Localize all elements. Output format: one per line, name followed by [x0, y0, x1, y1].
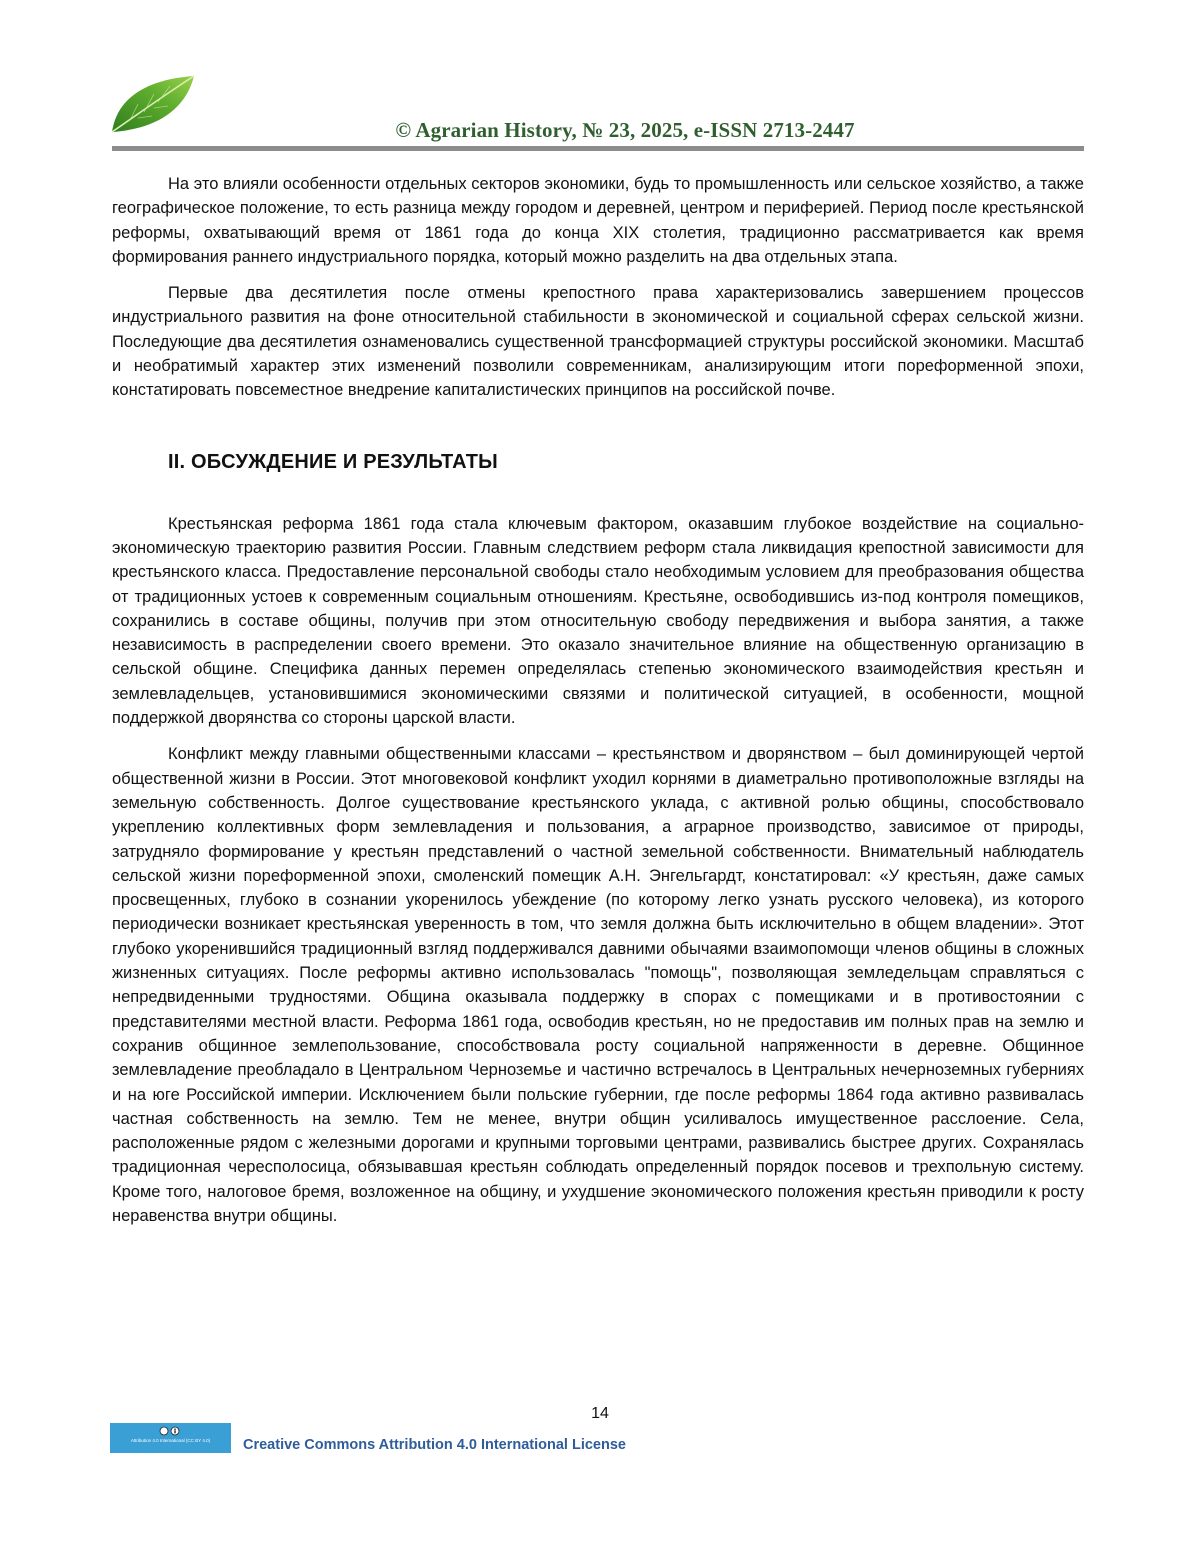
section-heading: II. ОБСУЖДЕНИЕ И РЕЗУЛЬТАТЫ — [168, 450, 498, 473]
license-link[interactable]: Creative Commons Attribution 4.0 International License — [243, 1437, 626, 1453]
leaf-logo-icon — [108, 74, 200, 136]
page-number: 14 — [591, 1405, 609, 1422]
cc-badge-text: Attribution 4.0 International (CC BY 4.0) — [130, 1438, 211, 1443]
cc-license-badge[interactable] — [110, 1423, 231, 1453]
paragraph-section-1: Крестьянская реформа 1861 года стала ключевым фактором, оказавшим глубокое воздействие на социально-экономическую траекторию развития России. Главным следствием реформ стала ликвидация крепостной зависимости для крестьянского класса. Предоставление персональной свободы стало необходимым условием для преобразования общества от традиционных устоев к современным социальным отношениям. Крестьяне, освободившись из-под контроля помещиков, сохранились в составе общины, получив при этом относительную свободу передвижения и выбора занятия, а также независимость в распределении своего времени. Это оказало значительное влияние на общественную организацию в сельской общине. Специфика данных перемен определялась степенью экономического взаимодействия крестьян и землевладельцев, установившимися экономическими связями и политической ситуацией, в особенности, мощной поддержкой дворянства со стороны царской власти. — [112, 514, 1084, 728]
creative-commons-icon — [158, 1426, 182, 1436]
article-body — [112, 172, 1084, 1240]
paragraph-section-2: Конфликт между главными общественными классами – крестьянством и дворянством – был доминирующей чертой общественной жизни в России. Этот многовековой конфликт уходил корнями в диаметрально противоположные взгляды на земельную собственность. Долгое существование крестьянского уклада, с активной ролью общины, способствовало укреплению коллективных форм землевладения и пользования, а аграрное производство, зависимое от природы, затрудняло формирование у крестьян представлений о частной земельной собственности. Внимательный наблюдатель сельской жизни пореформенной эпохи, смоленский помещик А.Н. Энгельгардт, констатировал: «У крестьян, даже самых просвещенных, глубоко в сознании укоренилось убеждение (по которому легко узнать русского человека), из которого периодически возникает крестьянская уверенность в том, что земля должна быть исключительно в общем владении». Этот глубоко укоренившийся традиционный взгляд поддерживался давними обычаями взаимопомощи членов общины в сложных жизненных ситуациях. После реформы активно использовалась "помощь", позволяющая земледельцам справляться с непредвиденными трудностями. Община оказывала поддержку в спорах с помещиками и в противостоянии с представителями местной власти. Реформа 1861 года, освободив крестьян, но не предоставив им полных прав на землю и сохранив общинное землепользование, способствовала росту социальной напряженности в деревне. Общинное землевладение преобладало в Центральном Черноземье и частично встречалось в Центральных нечерноземных губерниях и на юге Российской империи. Исключением были польские губернии, где после реформы 1864 года активно развивалась частная собственность на землю. Тем не менее, внутри общин усиливалось имущественное расслоение. Села, расположенные рядом с железными дорогами и крупными торговыми центрами, развивались быстрее других. Сохранялась традиционная чересполосица, обязывавшая крестьян соблюдать определенный порядок посевов и трехпольную систему. Кроме того, налоговое бремя, возложенное на общину, и ухудшение экономического положения крестьян приводили к росту неравенства внутри общины. — [112, 745, 1084, 1225]
header-divider — [112, 146, 1084, 151]
paragraph-intro-2: Первые два десятилетия после отмены крепостного права характеризовались завершением процессов индустриального развития на фоне относительной стабильности в экономической и социальной сферах сельской жизни. Последующие два десятилетия ознаменовались существенной трансформацией структуры российской экономики. Масштаб и необратимый характер этих изменений позволили современникам, анализирующим итоги пореформенной эпохи, констатировать повсеместное внедрение капиталистических принципов на российской почве. — [112, 284, 1084, 400]
paragraph-intro-1: На это влияли особенности отдельных секторов экономики, будь то промышленность или сельское хозяйство, а также географическое положение, то есть разница между городом и деревней, центром и периферией. Период после крестьянской реформы, охватывающий время от 1861 года до конца XIX столетия, традиционно рассматривается как время формирования раннего индустриального порядка, который можно разделить на два отдельных этапа. — [112, 175, 1084, 266]
journal-header-title: © Agrarian History, № 23, 2025, e-ISSN 2713-2447 — [395, 118, 855, 142]
